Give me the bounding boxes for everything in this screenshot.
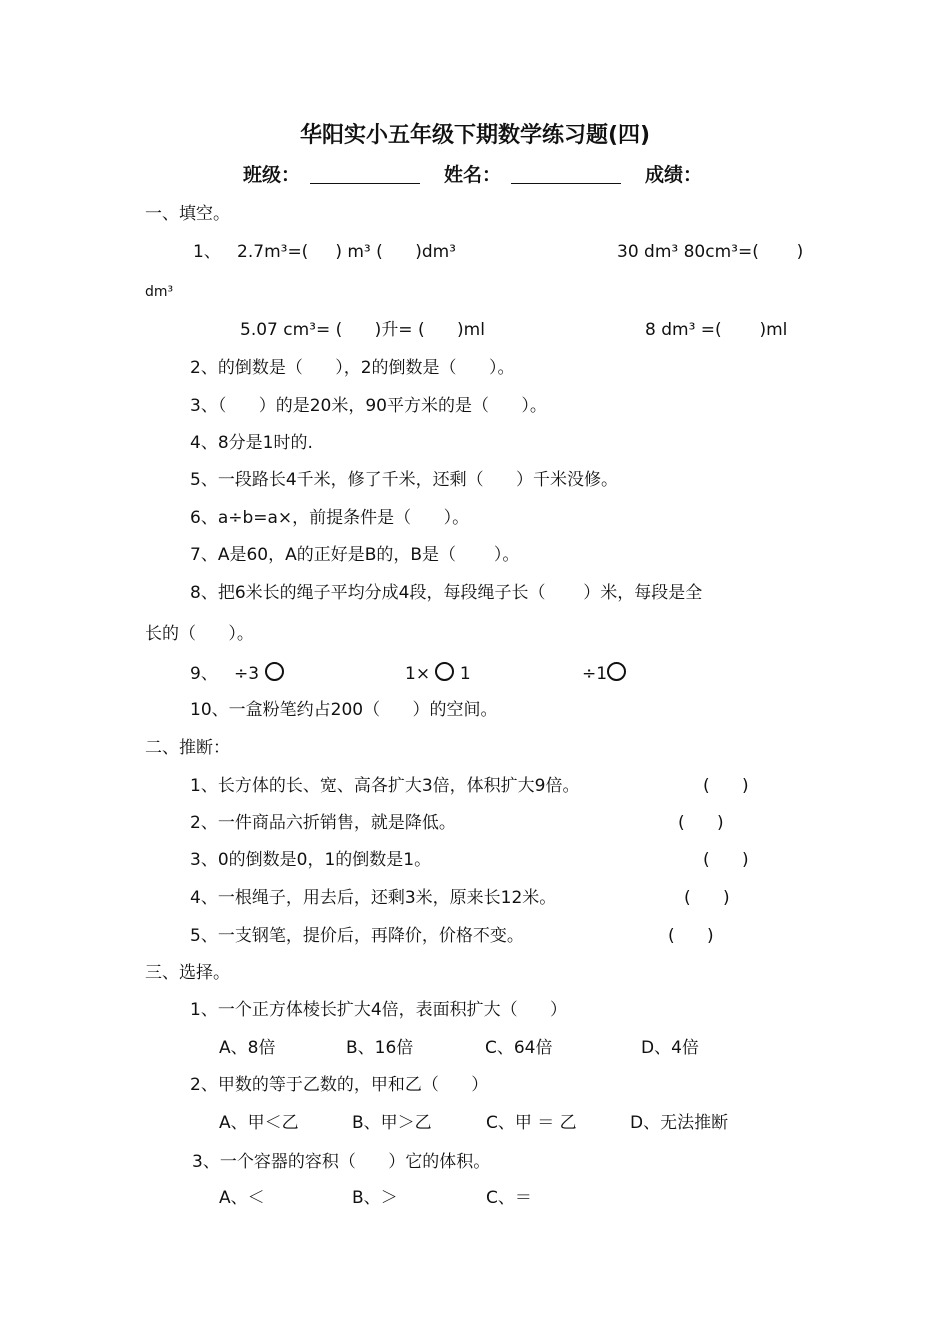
- question-1d: 5.07 cm³= ( )升= ( )ml: [240, 320, 485, 340]
- choice-option[interactable]: D、4倍: [641, 1038, 699, 1058]
- section-2-heading: 二、推断：: [145, 738, 230, 758]
- choice-option[interactable]: C、64倍: [485, 1038, 553, 1058]
- choice-option[interactable]: A、8倍: [219, 1038, 276, 1058]
- name-blank[interactable]: [511, 183, 621, 184]
- compare-circle-icon[interactable]: [607, 662, 626, 681]
- question-3: 3、（ ）的是20米，90平方米的是（ ）。: [190, 396, 547, 416]
- question-1b: 30 dm³ 80cm³=( ): [617, 242, 804, 262]
- judge-item: 1、长方体的长、宽、高各扩大3倍，体积扩大9倍。: [190, 776, 580, 796]
- question-6: 6、a÷b=a×，前提条件是（ ）。: [190, 508, 470, 528]
- question-9d: ÷1: [582, 662, 626, 684]
- compare-circle-icon[interactable]: [265, 662, 284, 681]
- question-1c: dm³: [145, 284, 174, 300]
- choice-question-3: 3、一个容器的容积（ ）它的体积。: [192, 1152, 491, 1172]
- judge-item: 3、0的倒数是0，1的倒数是1。: [190, 850, 432, 870]
- choice-option[interactable]: A、甲＜乙: [219, 1113, 299, 1133]
- choice-option[interactable]: B、16倍: [346, 1038, 414, 1058]
- question-8a: 8、把6米长的绳子平均分成4段，每段绳子长（ ）米，每段是全: [190, 583, 703, 603]
- judge-item: 2、一件商品六折销售，就是降低。: [190, 813, 456, 833]
- choice-option[interactable]: D、无法推断: [630, 1113, 729, 1133]
- judge-paren[interactable]: ( ): [668, 926, 714, 946]
- question-1e: 8 dm³ =( )ml: [645, 320, 788, 340]
- question-9a: 9、 ÷3: [190, 662, 284, 684]
- judge-paren[interactable]: ( ): [703, 850, 749, 870]
- choice-option[interactable]: C、＝: [486, 1188, 532, 1208]
- page-title: 华阳实小五年级下期数学练习题(四): [299, 123, 651, 148]
- name-label: 姓名：: [444, 164, 502, 186]
- question-5: 5、一段路长4千米，修了千米，还剩（ ）千米没修。: [190, 470, 619, 490]
- choice-option[interactable]: C、甲 ＝ 乙: [486, 1113, 577, 1133]
- judge-paren[interactable]: ( ): [703, 776, 749, 796]
- judge-item: 5、一支钢笔，提价后，再降价，价格不变。: [190, 926, 524, 946]
- choice-question-1: 1、一个正方体棱长扩大4倍，表面积扩大（ ）: [190, 1000, 568, 1020]
- question-2: 2、的倒数是（ ），2的倒数是（ ）。: [190, 358, 515, 378]
- question-4: 4、8分是1时的.: [190, 433, 313, 453]
- choice-option[interactable]: B、甲＞乙: [352, 1113, 432, 1133]
- judge-item: 4、一根绳子，用去后，还剩3米，原来长12米。: [190, 888, 557, 908]
- judge-paren[interactable]: ( ): [684, 888, 730, 908]
- question-1a: 1、 2.7m³=( ) m³ ( )dm³: [193, 242, 457, 262]
- judge-paren[interactable]: ( ): [678, 813, 724, 833]
- class-blank[interactable]: [310, 183, 420, 184]
- class-label: 班级：: [243, 164, 301, 186]
- choice-option[interactable]: B、＞: [352, 1188, 398, 1208]
- question-10: 10、一盒粉笔约占200（ ）的空间。: [190, 700, 498, 720]
- question-9b: 1× 1: [405, 664, 471, 684]
- question-8b: 长的（ ）。: [145, 624, 254, 644]
- section-1-heading: 一、填空。: [145, 204, 230, 224]
- choice-question-2: 2、甲数的等于乙数的，甲和乙（ ）: [190, 1075, 489, 1095]
- section-3-heading: 三、选择。: [145, 963, 230, 983]
- score-label: 成绩：: [645, 164, 703, 186]
- question-7: 7、A是60，A的正好是B的，B是（ ）。: [190, 545, 520, 565]
- compare-circle-icon[interactable]: [435, 662, 454, 681]
- choice-option[interactable]: A、＜: [219, 1188, 265, 1208]
